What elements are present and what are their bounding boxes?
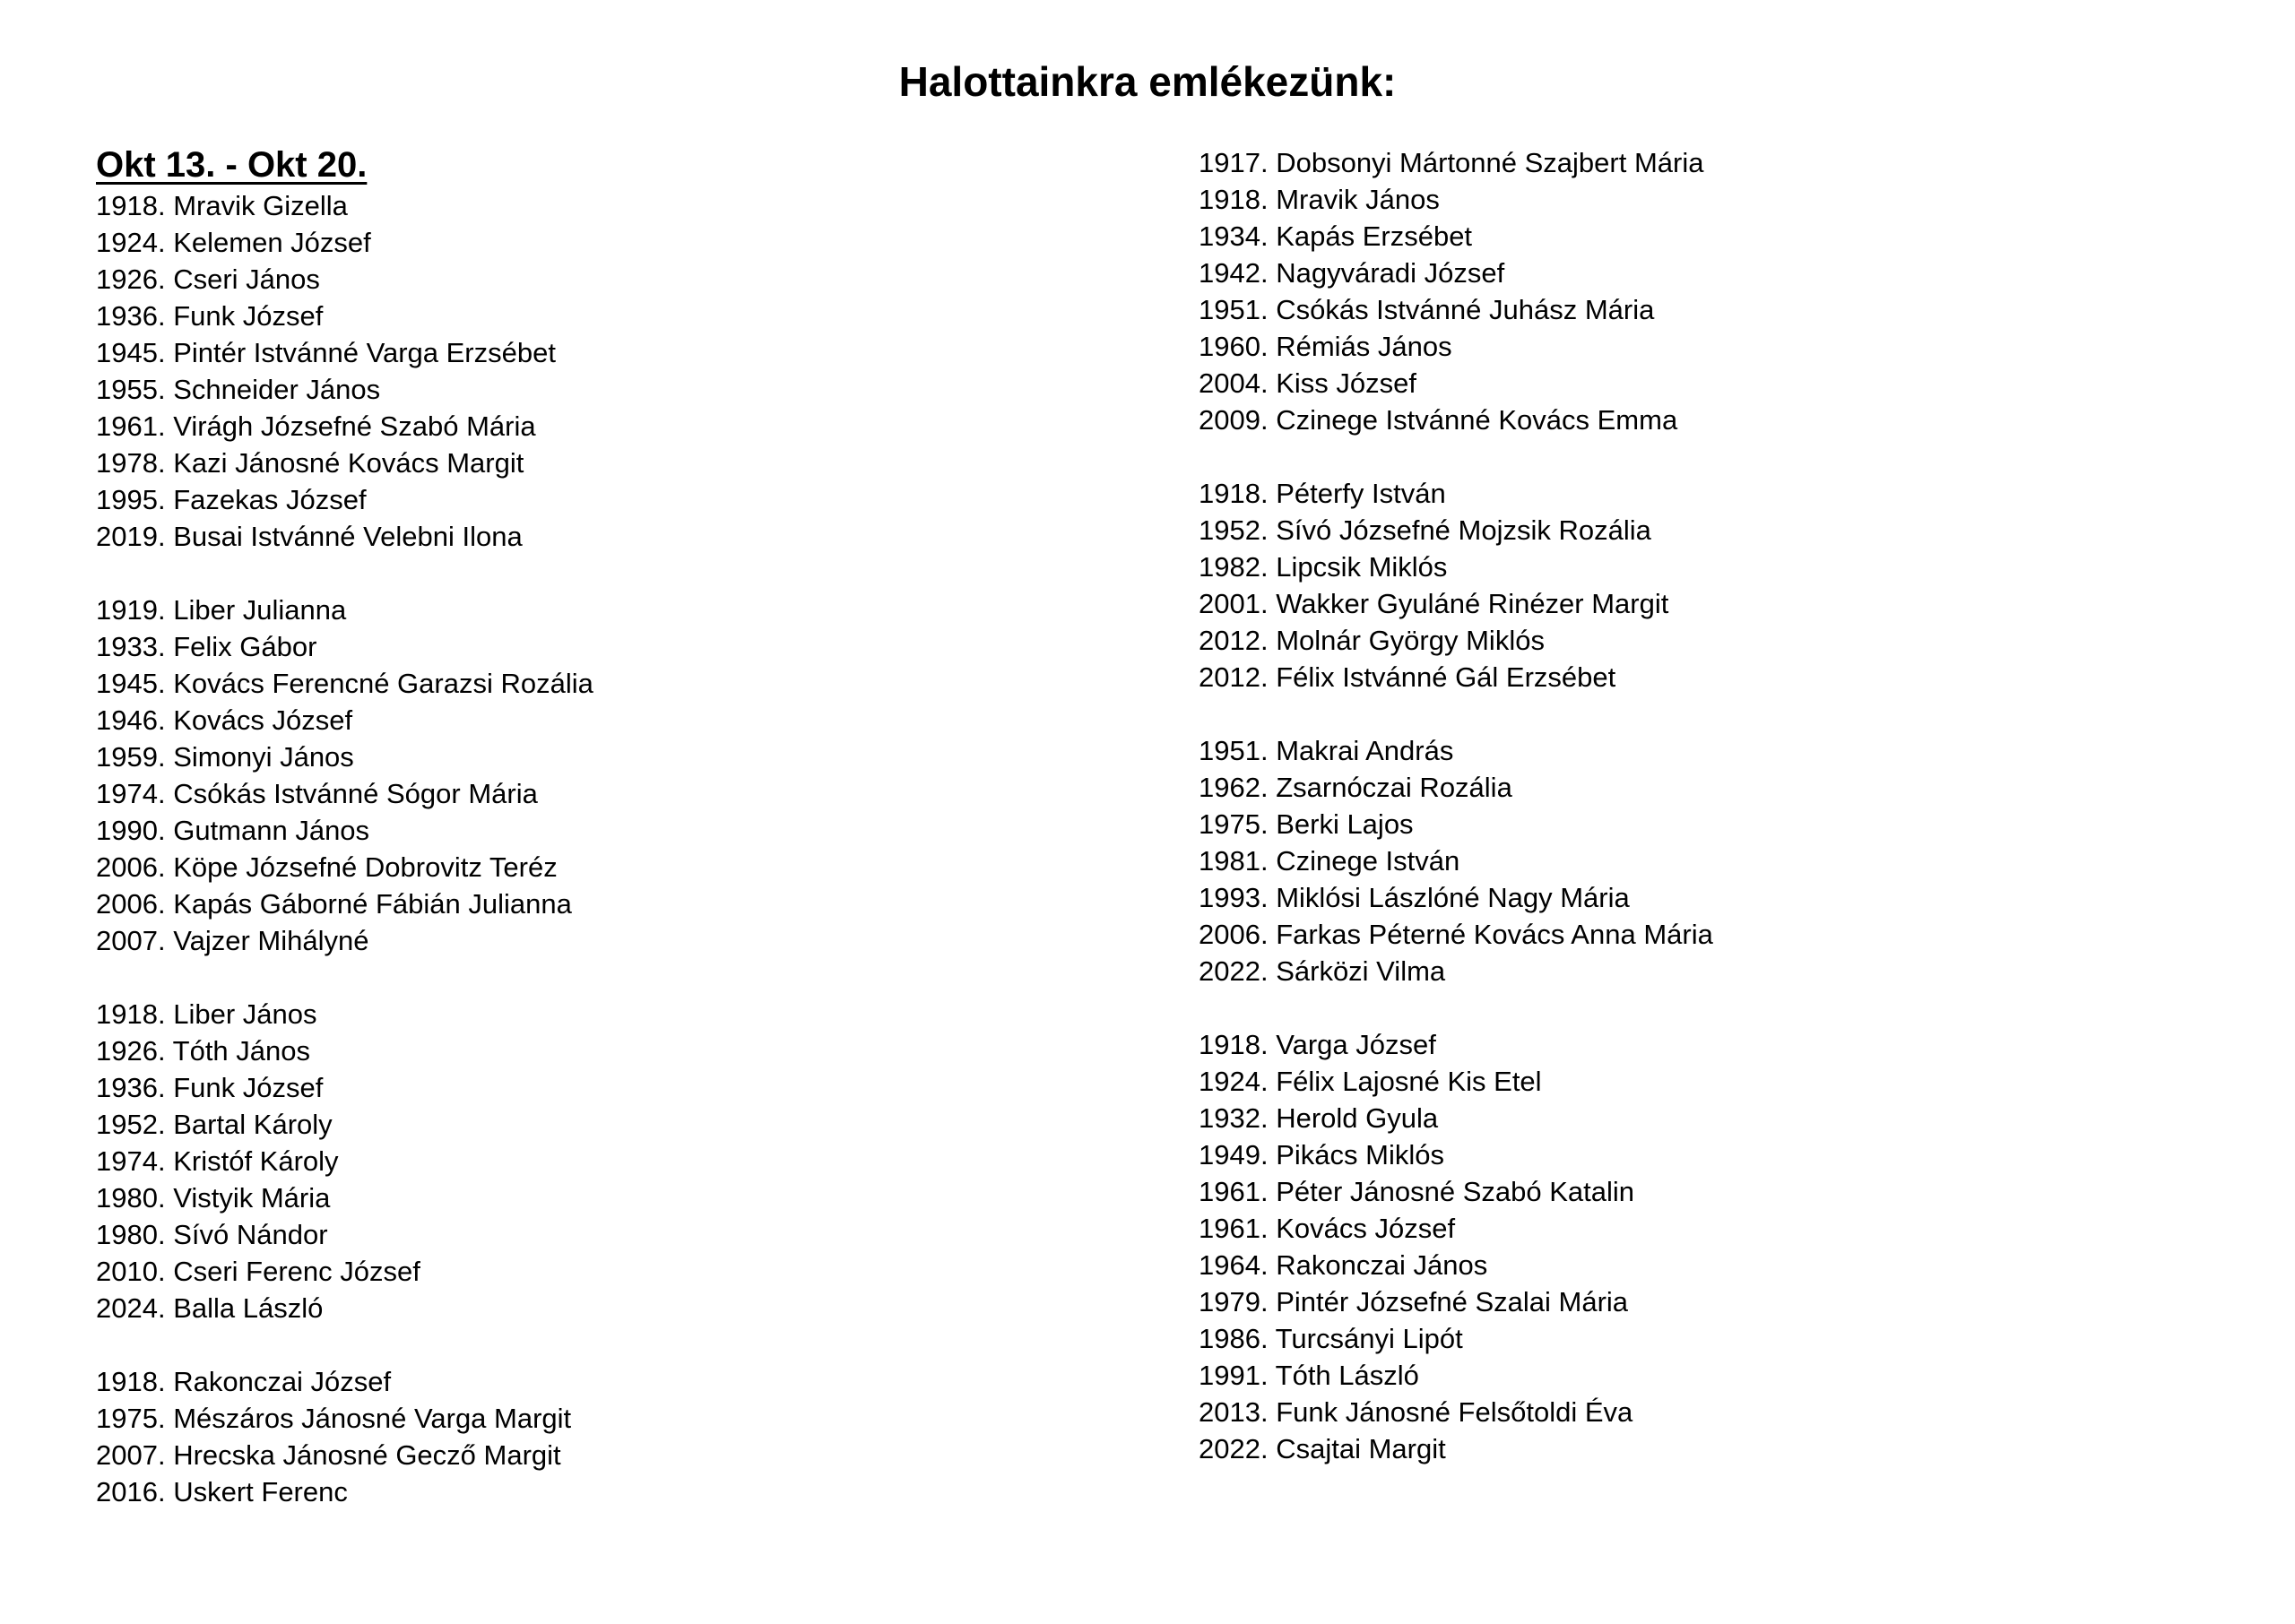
entry-year: 2022.: [1199, 1433, 1269, 1464]
memorial-entry: [96, 1400, 593, 1437]
entry-year: 2024.: [96, 1292, 166, 1324]
entry-name: Miklósi Lászlóné Nagy Mária: [1276, 882, 1630, 913]
memorial-entry: [1199, 585, 1713, 622]
memorial-entry: [96, 1253, 593, 1290]
entry-name: Dobsonyi Mártonné Szajbert Mária: [1276, 147, 1704, 178]
memorial-entry: [1199, 328, 1713, 365]
memorial-entry: [1199, 1100, 1713, 1136]
entry-year: 1946.: [96, 704, 166, 736]
memorial-entry: [96, 408, 593, 445]
entry-year: 1959.: [96, 741, 166, 773]
entry-name: Kovács József: [1276, 1213, 1456, 1244]
entry-name: Wakker Gyuláné Rinézer Margit: [1276, 588, 1669, 619]
memorial-entry: [1199, 879, 1713, 916]
entry-name: Varga József: [1276, 1029, 1436, 1060]
entry-year: 1918.: [1199, 1029, 1269, 1060]
entry-year: 1982.: [1199, 551, 1269, 583]
memorial-entry: [1199, 732, 1713, 769]
entry-name: Vajzer Mihályné: [173, 925, 369, 956]
entry-year: 1945.: [96, 337, 166, 368]
right-column: [1199, 144, 1713, 1504]
entry-year: 2013.: [1199, 1396, 1269, 1428]
entry-year: 1936.: [96, 1072, 166, 1103]
entry-year: 2022.: [1199, 955, 1269, 987]
entry-year: 1975.: [96, 1403, 166, 1434]
entry-year: 2019.: [96, 521, 166, 552]
entry-year: 1926.: [96, 1035, 166, 1067]
memorial-entry: [1199, 806, 1713, 842]
memorial-entry: [1199, 1430, 1713, 1467]
memorial-entry: [96, 518, 593, 555]
memorial-entry: [96, 592, 593, 628]
memorial-entry: [1199, 769, 1713, 806]
memorial-entry: [1199, 1136, 1713, 1173]
entry-name: Pintér Józsefné Szalai Mária: [1276, 1286, 1629, 1317]
entry-year: 1918.: [96, 1366, 166, 1397]
memorial-entry: [1199, 1247, 1713, 1283]
entry-name: Tóth László: [1275, 1360, 1419, 1391]
memorial-group-left-1: [96, 187, 593, 555]
memorial-group-right-3: [1199, 732, 1713, 989]
entry-name: Herold Gyula: [1276, 1102, 1439, 1134]
entry-name: Péterfy István: [1276, 478, 1446, 509]
entry-year: 1955.: [96, 374, 166, 405]
entry-name: Kovács József: [173, 704, 353, 736]
entry-name: Péter Jánosné Szabó Katalin: [1276, 1176, 1635, 1207]
entry-name: Balla László: [173, 1292, 324, 1324]
entry-year: 1918.: [96, 190, 166, 221]
entry-year: 1964.: [1199, 1249, 1269, 1281]
entry-year: 1918.: [96, 998, 166, 1030]
memorial-entry: [96, 812, 593, 849]
entry-name: Czinege István: [1276, 845, 1460, 877]
memorial-entry: [96, 1437, 593, 1473]
entry-name: Kapás Gáborné Fábián Julianna: [173, 888, 572, 920]
entry-name: Rakonczai József: [173, 1366, 392, 1397]
entry-year: 1942.: [1199, 257, 1269, 289]
entry-year: 1974.: [96, 1145, 166, 1177]
memorial-entry: [1199, 144, 1713, 181]
memorial-entry: [96, 702, 593, 739]
entry-year: 2001.: [1199, 588, 1269, 619]
entry-year: 1995.: [96, 484, 166, 515]
entry-year: 2006.: [96, 888, 166, 920]
memorial-entry: [96, 1363, 593, 1400]
memorial-entry: [96, 334, 593, 371]
memorial-entry: [96, 1069, 593, 1106]
entry-name: Tóth János: [172, 1035, 311, 1067]
entry-name: Molnár György Miklós: [1276, 625, 1545, 656]
entry-name: Liber Julianna: [173, 594, 347, 626]
entry-name: Gutmann János: [173, 815, 370, 846]
memorial-entry: [1199, 1026, 1713, 1063]
memorial-group-right-4: [1199, 1026, 1713, 1467]
entry-year: 2009.: [1199, 404, 1269, 436]
entry-year: 1951.: [1199, 294, 1269, 325]
memorial-group-left-2: [96, 592, 593, 959]
memorial-entry: [1199, 1173, 1713, 1210]
entry-year: 1978.: [96, 447, 166, 479]
memorial-entry: [96, 298, 593, 334]
memorial-entry: [96, 1290, 593, 1326]
entry-name: Fazekas József: [173, 484, 367, 515]
entry-name: Kelemen József: [173, 227, 371, 258]
entry-name: Kazi Jánosné Kovács Margit: [173, 447, 524, 479]
page-title: Halottainkra emlékezünk:: [898, 58, 1397, 105]
entry-name: Simonyi János: [173, 741, 354, 773]
memorial-entry: [96, 261, 593, 298]
entry-year: 1990.: [96, 815, 166, 846]
entry-year: 1991.: [1199, 1360, 1269, 1391]
memorial-entry: [1199, 659, 1713, 695]
entry-year: 1960.: [1199, 331, 1269, 362]
entry-year: 1924.: [1199, 1066, 1269, 1097]
entry-name: Funk Jánosné Felsőtoldi Éva: [1276, 1396, 1633, 1428]
memorial-entry: [1199, 475, 1713, 512]
memorial-entry: [1199, 549, 1713, 585]
entry-name: Kiss József: [1276, 367, 1416, 399]
memorial-entry: [1199, 512, 1713, 549]
memorial-entry: [96, 665, 593, 702]
entry-year: 1974.: [96, 778, 166, 809]
entry-name: Csajtai Margit: [1276, 1433, 1446, 1464]
entry-year: 1918.: [1199, 478, 1269, 509]
memorial-entry: [1199, 1320, 1713, 1357]
memorial-entry: [96, 224, 593, 261]
entry-year: 1949.: [1199, 1139, 1269, 1170]
entry-name: Pintér Istvánné Varga Erzsébet: [173, 337, 556, 368]
entry-name: Bartal Károly: [173, 1109, 333, 1140]
memorial-entry: [96, 775, 593, 812]
memorial-group-left-4: [96, 1363, 593, 1510]
entry-year: 2006.: [1199, 919, 1269, 950]
entry-name: Uskert Ferenc: [173, 1476, 348, 1507]
memorial-entry: [1199, 1394, 1713, 1430]
entry-year: 1934.: [1199, 220, 1269, 252]
entry-year: 2010.: [96, 1256, 166, 1287]
entry-year: 2004.: [1199, 367, 1269, 399]
entry-name: Hrecska Jánosné Gecző Margit: [173, 1439, 561, 1471]
memorial-entry: [96, 187, 593, 224]
memorial-entry: [1199, 842, 1713, 879]
entry-year: 1919.: [96, 594, 166, 626]
entry-year: 1926.: [96, 263, 166, 295]
memorial-entry: [1199, 1283, 1713, 1320]
entry-name: Cseri Ferenc József: [173, 1256, 420, 1287]
entry-year: 1979.: [1199, 1286, 1269, 1317]
entry-name: Nagyváradi József: [1276, 257, 1505, 289]
entry-name: Kristóf Károly: [173, 1145, 339, 1177]
entry-year: 1961.: [1199, 1176, 1269, 1207]
entry-name: Virágh Józsefné Szabó Mária: [173, 410, 536, 442]
entry-name: Czinege Istvánné Kovács Emma: [1276, 404, 1678, 436]
memorial-entry: [96, 1032, 593, 1069]
entry-year: 1933.: [96, 631, 166, 662]
memorial-entry: [96, 849, 593, 885]
entry-name: Félix Istvánné Gál Erzsébet: [1276, 661, 1616, 693]
entry-year: 1993.: [1199, 882, 1269, 913]
entry-name: Farkas Péterné Kovács Anna Mária: [1276, 919, 1713, 950]
memorial-entry: [96, 1179, 593, 1216]
entry-name: Schneider János: [173, 374, 381, 405]
entry-year: 2007.: [96, 925, 166, 956]
entry-name: Pikács Miklós: [1276, 1139, 1444, 1170]
entry-year: 1924.: [96, 227, 166, 258]
memorial-entry: [96, 1106, 593, 1143]
memorial-entry: [96, 371, 593, 408]
entry-year: 1980.: [96, 1219, 166, 1250]
memorial-entry: [1199, 1210, 1713, 1247]
entry-year: 1945.: [96, 668, 166, 699]
entry-year: 2006.: [96, 851, 166, 883]
memorial-entry: [1199, 181, 1713, 218]
memorial-group-left-3: [96, 996, 593, 1326]
entry-name: Köpe Józsefné Dobrovitz Teréz: [173, 851, 558, 883]
entry-year: 1981.: [1199, 845, 1269, 877]
entry-name: Mravik Gizella: [173, 190, 348, 221]
memorial-entry: [96, 885, 593, 922]
memorial-group-right-2: [1199, 475, 1713, 695]
entry-year: 2012.: [1199, 625, 1269, 656]
entry-year: 1952.: [96, 1109, 166, 1140]
entry-name: Sívó Józsefné Mojzsik Rozália: [1276, 514, 1651, 546]
entry-name: Csókás Istvánné Juhász Mária: [1276, 294, 1655, 325]
entry-name: Mészáros Jánosné Varga Margit: [173, 1403, 572, 1434]
memorial-entry: [1199, 622, 1713, 659]
entry-year: 2016.: [96, 1476, 166, 1507]
memorial-entry: [1199, 1357, 1713, 1394]
entry-name: Félix Lajosné Kis Etel: [1276, 1066, 1542, 1097]
entry-year: 2012.: [1199, 661, 1269, 693]
entry-name: Funk József: [173, 1072, 324, 1103]
entry-name: Csókás Istvánné Sógor Mária: [173, 778, 538, 809]
entry-year: 1961.: [1199, 1213, 1269, 1244]
memorial-entry: [96, 922, 593, 959]
entry-year: 1952.: [1199, 514, 1269, 546]
entry-name: Turcsányi Lipót: [1275, 1323, 1463, 1354]
left-column: [96, 145, 593, 1547]
memorial-entry: [96, 1216, 593, 1253]
entry-name: Rakonczai János: [1276, 1249, 1488, 1281]
memorial-entry: [1199, 1063, 1713, 1100]
memorial-entry: [1199, 365, 1713, 402]
entry-name: Rémiás János: [1276, 331, 1452, 362]
memorial-entry: [96, 739, 593, 775]
entry-name: Felix Gábor: [173, 631, 317, 662]
entry-year: 1918.: [1199, 184, 1269, 215]
entry-name: Lipcsik Miklós: [1276, 551, 1448, 583]
entry-year: 1962.: [1199, 772, 1269, 803]
entry-name: Sárközi Vilma: [1276, 955, 1446, 987]
entry-year: 1936.: [96, 300, 166, 332]
entry-name: Berki Lajos: [1276, 808, 1414, 840]
memorial-group-right-1: [1199, 144, 1713, 438]
entry-name: Zsarnóczai Rozália: [1276, 772, 1512, 803]
memorial-entry: [96, 628, 593, 665]
entry-name: Makrai András: [1276, 735, 1454, 766]
memorial-entry: [1199, 916, 1713, 953]
entry-name: Liber János: [173, 998, 317, 1030]
entry-name: Mravik János: [1276, 184, 1440, 215]
memorial-entry: [1199, 953, 1713, 989]
memorial-entry: [96, 996, 593, 1032]
entry-year: 1975.: [1199, 808, 1269, 840]
memorial-entry: [1199, 255, 1713, 291]
date-range-heading: Okt 13. - Okt 20.: [96, 145, 368, 185]
memorial-entry: [96, 1143, 593, 1179]
entry-name: Sívó Nándor: [173, 1219, 328, 1250]
memorial-entry: [1199, 291, 1713, 328]
entry-year: 1932.: [1199, 1102, 1269, 1134]
entry-year: 1980.: [96, 1182, 166, 1214]
entry-name: Kovács Ferencné Garazsi Rozália: [173, 668, 593, 699]
memorial-entry: [96, 445, 593, 481]
memorial-entry: [96, 481, 593, 518]
entry-year: 1917.: [1199, 147, 1269, 178]
entry-year: 1951.: [1199, 735, 1269, 766]
entry-year: 1986.: [1199, 1323, 1269, 1354]
entry-name: Kapás Erzsébet: [1276, 220, 1473, 252]
memorial-entry: [96, 1473, 593, 1510]
entry-year: 1961.: [96, 410, 166, 442]
memorial-entry: [1199, 218, 1713, 255]
entry-year: 2007.: [96, 1439, 166, 1471]
entry-name: Vistyik Mária: [173, 1182, 331, 1214]
entry-name: Busai Istvánné Velebni Ilona: [173, 521, 523, 552]
entry-name: Funk József: [173, 300, 324, 332]
memorial-entry: [1199, 402, 1713, 438]
entry-name: Cseri János: [173, 263, 320, 295]
